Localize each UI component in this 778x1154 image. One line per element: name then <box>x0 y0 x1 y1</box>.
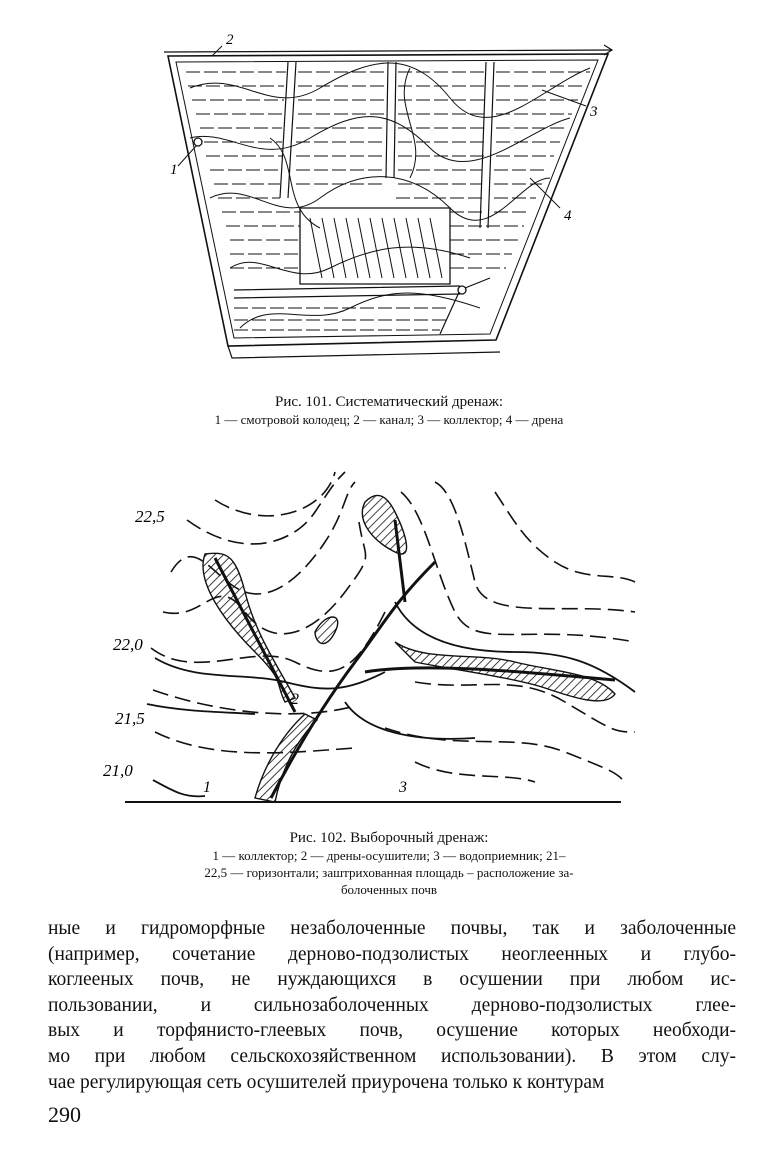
figure-101-systematic-drainage <box>150 28 620 370</box>
body-line: мо при любом сельскохозяйственном использовании). В этом слу- <box>48 1045 736 1067</box>
body-line: ные и гидроморфные незаболоченные почвы, так и заболоченные <box>48 918 736 939</box>
contour-label-21-5: 21,5 <box>115 709 145 728</box>
callout-collector: 1 <box>203 779 211 796</box>
callout-2: 2 <box>226 32 234 48</box>
contour-label-21-0: 21,0 <box>103 761 133 780</box>
collector-3 <box>480 62 494 228</box>
callout-4: 4 <box>564 208 572 224</box>
figure-101-caption <box>80 394 698 428</box>
figure-101-caption-title: Рис. 101. Систематический дренаж: <box>274 394 503 410</box>
body-paragraph <box>48 916 736 1095</box>
figure-102-caption <box>80 830 698 898</box>
contour-label-22-5: 22,5 <box>135 507 165 526</box>
figure-102-caption-line-1: 1 — коллектор; 2 — дрены-осушители; 3 — водоприемник; 21– <box>212 848 566 863</box>
body-line: вых и торфянисто-глеевых почв, осушение которых необходи- <box>48 1020 736 1042</box>
callout-receiver: 3 <box>399 779 407 796</box>
manhole-1 <box>194 138 202 146</box>
drain-lines <box>186 72 590 330</box>
canal-bottom <box>228 346 500 358</box>
collector-1 <box>280 62 296 198</box>
figure-102-caption-line-3: болоченных почв <box>340 882 438 897</box>
callout-3: 3 <box>590 104 598 120</box>
page-number: 290 <box>48 1102 81 1127</box>
figure-102-caption-line-2: 22,5 — горизонтали; заштрихованная площадь – расположение за- <box>204 865 574 880</box>
canal-top-line <box>164 50 612 52</box>
figure-102-selective-drainage <box>95 462 645 812</box>
figure-102-caption-title: Рис. 102. Выборочный дренаж: <box>289 830 489 846</box>
body-line: коглееных почв, не нуждающихся в осушении при любом ис- <box>48 969 736 991</box>
body-line: (например, сочетание дерново-подзолистых неоглеенных и глубо- <box>48 943 736 965</box>
callout-1: 1 <box>170 162 178 178</box>
collector-2 <box>386 62 396 178</box>
contour-label-22-0: 22,0 <box>113 635 143 654</box>
collector-lower <box>234 286 460 298</box>
figure-101-caption-legend: 1 — смотровой колодец; 2 — канал; 3 — коллектор; 4 — дрена <box>214 412 564 427</box>
terrain-contours <box>190 63 590 328</box>
contour-solid <box>147 602 635 796</box>
canal-outline <box>168 54 608 346</box>
body-line: пользовании, и сильнозаболоченных дерново-подзолистых глее- <box>48 994 736 1016</box>
drain-zone-hatched <box>300 208 450 284</box>
callout-drains: 2 <box>291 691 299 708</box>
manhole-2 <box>458 286 466 294</box>
body-line: чае регулирующая сеть осушителей приурочена только к контурам <box>48 1071 605 1093</box>
marsh-areas <box>203 495 615 802</box>
